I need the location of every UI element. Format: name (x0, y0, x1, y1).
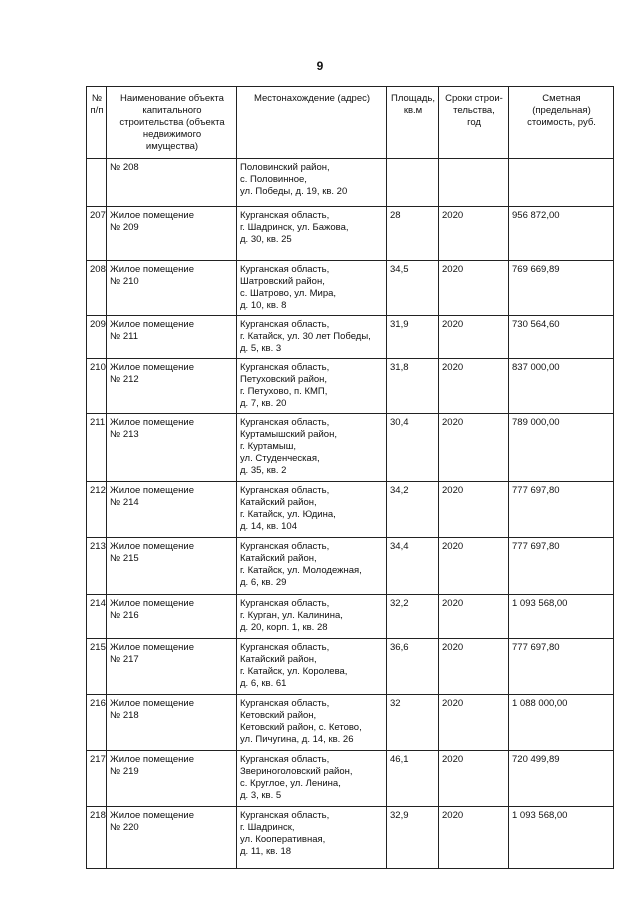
header-num: № п/п (87, 87, 107, 159)
construction-years: 2020 (439, 807, 509, 869)
table-row (87, 159, 614, 207)
object-area: 31,9 (387, 316, 439, 359)
table-row (87, 538, 614, 595)
object-name: Жилое помещение № 217 (107, 639, 237, 695)
estimated-cost: 777 697,80 (509, 538, 614, 595)
table-body (87, 159, 614, 869)
row-number: 218 (87, 807, 107, 869)
table-row (87, 359, 614, 414)
row-number: 213 (87, 538, 107, 595)
construction-years: 2020 (439, 414, 509, 482)
object-name: Жилое помещение № 218 (107, 695, 237, 751)
object-area: 28 (387, 207, 439, 261)
object-area: 30,4 (387, 414, 439, 482)
object-name: Жилое помещение № 209 (107, 207, 237, 261)
row-number: 208 (87, 261, 107, 316)
table-row (87, 316, 614, 359)
object-address: Половинский район, с. Половинное, ул. Победы, д. 19, кв. 20 (237, 159, 387, 207)
row-number: 209 (87, 316, 107, 359)
row-number (87, 159, 107, 207)
object-name: Жилое помещение № 219 (107, 751, 237, 807)
estimated-cost: 769 669,89 (509, 261, 614, 316)
table-row (87, 695, 614, 751)
table-row (87, 751, 614, 807)
object-area: 34,5 (387, 261, 439, 316)
construction-years (439, 159, 509, 207)
table-row (87, 482, 614, 538)
estimated-cost: 1 088 000,00 (509, 695, 614, 751)
object-area: 46,1 (387, 751, 439, 807)
estimated-cost (509, 159, 614, 207)
object-name: Жилое помещение № 212 (107, 359, 237, 414)
object-name: Жилое помещение № 210 (107, 261, 237, 316)
object-area: 34,4 (387, 538, 439, 595)
row-number: 215 (87, 639, 107, 695)
object-name: Жилое помещение № 216 (107, 595, 237, 639)
estimated-cost: 777 697,80 (509, 639, 614, 695)
construction-years: 2020 (439, 482, 509, 538)
row-number: 217 (87, 751, 107, 807)
header-address: Местонахождение (адрес) (237, 87, 387, 159)
object-address: Курганская область, Петуховский район, г. Петухово, п. КМП, д. 7, кв. 20 (237, 359, 387, 414)
table-row (87, 595, 614, 639)
estimated-cost: 730 564,60 (509, 316, 614, 359)
object-address: Курганская область, Кетовский район, Кетовский район, с. Кетово, ул. Пичугина, д. 14, кв. 26 (237, 695, 387, 751)
row-number: 214 (87, 595, 107, 639)
estimated-cost: 1 093 568,00 (509, 807, 614, 869)
object-address: Курганская область, г. Курган, ул. Калинина, д. 20, корп. 1, кв. 28 (237, 595, 387, 639)
table-row (87, 261, 614, 316)
property-table (86, 86, 614, 869)
table-header-row (87, 87, 614, 159)
page-number: 9 (316, 59, 324, 73)
table-row (87, 807, 614, 869)
object-area (387, 159, 439, 207)
object-name: Жилое помещение № 214 (107, 482, 237, 538)
object-name: Жилое помещение № 213 (107, 414, 237, 482)
construction-years: 2020 (439, 261, 509, 316)
construction-years: 2020 (439, 316, 509, 359)
object-area: 34,2 (387, 482, 439, 538)
estimated-cost: 1 093 568,00 (509, 595, 614, 639)
row-number: 210 (87, 359, 107, 414)
object-name: Жилое помещение № 215 (107, 538, 237, 595)
object-address: Курганская область, г. Шадринск, ул. Кооперативная, д. 11, кв. 18 (237, 807, 387, 869)
table-row (87, 639, 614, 695)
object-area: 31,8 (387, 359, 439, 414)
header-years: Сроки строи- тельства, год (439, 87, 509, 159)
header-cost: Сметная (предельная) стоимость, руб. (509, 87, 614, 159)
object-area: 32,9 (387, 807, 439, 869)
object-area: 36,6 (387, 639, 439, 695)
object-name: Жилое помещение № 211 (107, 316, 237, 359)
object-address: Курганская область, г. Катайск, ул. 30 лет Победы, д. 5, кв. 3 (237, 316, 387, 359)
table-row (87, 207, 614, 261)
header-name: Наименование объекта капитального строительства (объекта недвижимого имущества) (107, 87, 237, 159)
construction-years: 2020 (439, 207, 509, 261)
object-address: Курганская область, Куртамышский район, г. Куртамыш, ул. Студенческая, д. 35, кв. 2 (237, 414, 387, 482)
construction-years: 2020 (439, 695, 509, 751)
estimated-cost: 789 000,00 (509, 414, 614, 482)
object-address: Курганская область, Звериноголовский район, с. Круглое, ул. Ленина, д. 3, кв. 5 (237, 751, 387, 807)
construction-years: 2020 (439, 538, 509, 595)
object-area: 32 (387, 695, 439, 751)
object-address: Курганская область, Катайский район, г. Катайск, ул. Королева, д. 6, кв. 61 (237, 639, 387, 695)
object-address: Курганская область, Шатровский район, с. Шатрово, ул. Мира, д. 10, кв. 8 (237, 261, 387, 316)
object-address: Курганская область, Катайский район, г. Катайск, ул. Юдина, д. 14, кв. 104 (237, 482, 387, 538)
row-number: 207 (87, 207, 107, 261)
table-row (87, 414, 614, 482)
object-address: Курганская область, Катайский район, г. Катайск, ул. Молодежная, д. 6, кв. 29 (237, 538, 387, 595)
object-area: 32,2 (387, 595, 439, 639)
construction-years: 2020 (439, 751, 509, 807)
object-name: Жилое помещение № 220 (107, 807, 237, 869)
estimated-cost: 837 000,00 (509, 359, 614, 414)
row-number: 211 (87, 414, 107, 482)
object-address: Курганская область, г. Шадринск, ул. Бажова, д. 30, кв. 25 (237, 207, 387, 261)
estimated-cost: 720 499,89 (509, 751, 614, 807)
estimated-cost: 777 697,80 (509, 482, 614, 538)
construction-years: 2020 (439, 595, 509, 639)
row-number: 212 (87, 482, 107, 538)
construction-years: 2020 (439, 639, 509, 695)
construction-years: 2020 (439, 359, 509, 414)
estimated-cost: 956 872,00 (509, 207, 614, 261)
header-area: Площадь, кв.м (387, 87, 439, 159)
object-name: № 208 (107, 159, 237, 207)
row-number: 216 (87, 695, 107, 751)
